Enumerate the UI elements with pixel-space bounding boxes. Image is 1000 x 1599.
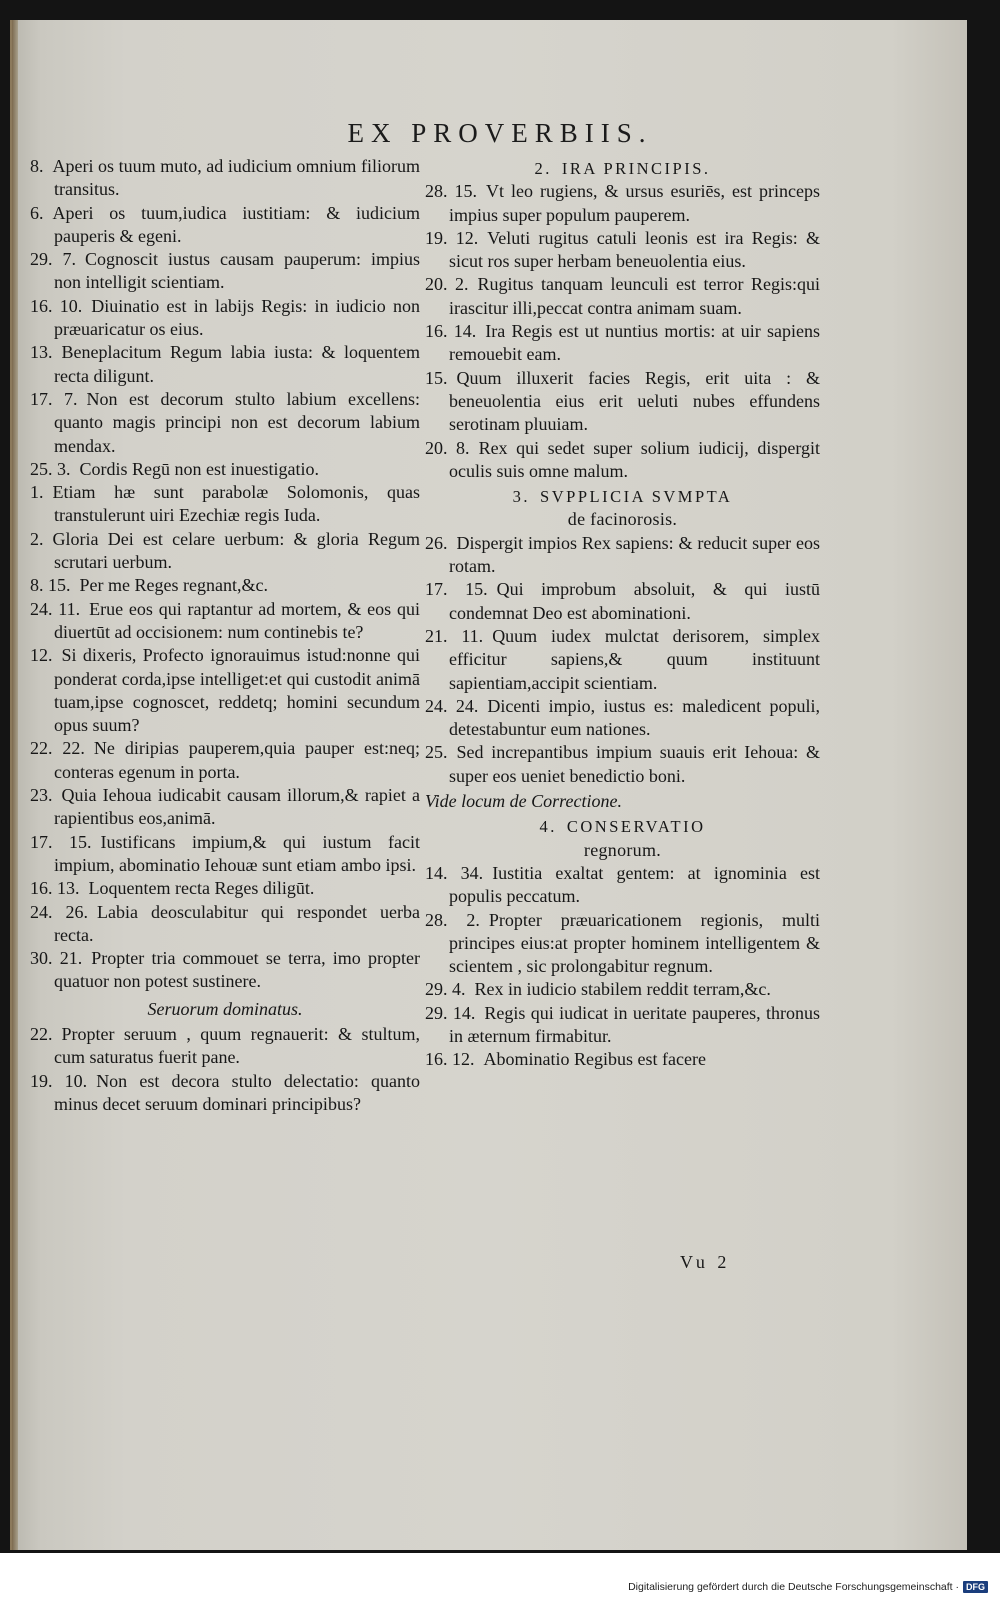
credit-text: Digitalisierung gefördert durch die Deutsche Forschungsgemeinschaft · [628,1581,959,1593]
proverb-text: Veluti rugitus catuli leonis est ira Regis: & sicut ros super herbam beneuolentia eius. [449,227,820,272]
verse-reference: 16. 13. [30,878,89,899]
verse-reference: 20. 2. [425,274,478,295]
proverb-text: Abominatio Regibus est facere [483,1049,706,1070]
proverb-text: Cognoscit iustus causam pauperum: impius non intelligit scientiam. [54,249,420,293]
section-subtitle: de facinorosis. [567,509,678,530]
left-column [30,155,420,1116]
verse-reference: 17. 15. [425,579,497,600]
proverb-entry [30,202,420,249]
proverb-entry [30,901,420,948]
proverb-text: Regis qui iudicat in ueritate pauperes, thronus in æternum firmabitur. [449,1002,821,1046]
section-heading [425,485,820,532]
proverb-text: Gloria Dei est celare uerbum: & gloria Regum scrutari uerbum. [52,528,420,573]
verse-reference: 29. 14. [425,1002,485,1023]
dfg-logo: DFG [963,1581,988,1593]
verse-reference: 21. 11. [425,625,493,646]
proverb-text: Vt leo rugiens, & ursus esuriēs, est princeps impius super populum pauperem. [449,181,820,225]
proverb-entry [30,295,420,342]
proverb-text: Diuinatio est in labijs Regis: in iudicio non præuaricatur os eius. [54,295,421,340]
verse-reference: 29. 7. [30,249,86,270]
running-head: EX PROVERBIIS. [347,118,653,148]
right-column [425,155,820,1072]
proverb-entry [30,481,420,528]
verse-reference: 15. [425,367,457,388]
proverb-text: Iustificans impium,& qui iustum facit impium, abominatio Iehouæ sunt etiam ambo ipsi. [54,831,421,875]
proverb-entry [30,1023,420,1070]
proverb-text: Quum iudex mulctat derisorem, simplex efficitur sapiens,& quum instituunt sapientiam,accipit scientiam. [449,625,820,693]
verse-reference: 12. [30,645,62,666]
proverb-text: Ira Regis est ut nuntius mortis: at uir sapiens remouebit eam. [449,321,820,365]
proverb-entry [425,320,820,367]
verse-reference: 8. 15. [30,575,80,596]
verse-reference: 19. 12. [425,227,488,248]
proverb-entry [425,367,820,437]
verse-reference: 16. 14. [425,321,486,342]
proverb-entry [30,644,420,737]
proverb-entry [425,1048,820,1071]
section-number: 3. [512,487,531,507]
verse-reference: 24. 24. [425,695,488,716]
proverb-text: Ne diripias pauperem,quia pauper est:neq; conteras egenum in porta. [54,738,420,782]
verse-reference: 24. 11. [30,598,90,619]
verse-reference: 22. [30,1023,62,1044]
verse-reference: 17. 7. [30,388,87,409]
footer-strip [0,1553,1000,1599]
verse-reference: 25. 3. [30,458,80,479]
proverb-entry [30,737,420,784]
verse-reference: 22. 22. [30,738,94,759]
proverb-entry [425,909,820,979]
proverb-entry [30,155,420,202]
proverb-entry [425,578,820,625]
proverb-entry [30,598,420,645]
section-title: SVPPLICIA SVMPTA [540,487,733,507]
proverb-entry [30,784,420,831]
proverb-entry [425,227,820,274]
proverb-text: Etiam hæ sunt parabolæ Solomonis, quas transtulerunt uiri Ezechiæ regis Iuda. [52,482,420,526]
subsection-heading: Seruorum dominatus. [147,998,303,1019]
cross-reference-note: Vide locum de Correctione. [425,791,622,812]
proverb-text: Quia Iehoua iudicabit causam illorum,& rapiet a rapientibus eos,animā. [54,785,420,829]
proverb-entry [30,574,420,597]
proverb-text: Dispergit impios Rex sapiens: & reducit super eos rotam. [449,532,820,577]
section-heading [425,815,820,862]
signature-mark: Vu 2 [680,1252,731,1272]
verse-reference: 19. 10. [30,1070,97,1091]
proverb-text: Non est decorum stulto labium excellens: quanto magis principi non est decorum labium mendax. [54,388,421,456]
verse-reference: 16. 12. [425,1049,484,1070]
proverb-entry [425,273,820,320]
proverb-text: Aperi os tuum,iudica iustitiam: & iudicium pauperis & egeni. [52,202,420,246]
proverb-entry [30,831,420,878]
verse-reference: 24. 26. [30,901,98,922]
proverb-entry [425,1002,820,1049]
proverb-text: Cordis Regū non est inuestigatio. [79,458,319,479]
proverb-text: Sed increpantibus impium suauis erit Iehoua: & super eos ueniet benedictio boni. [449,742,820,786]
proverb-text: Dicenti impio, iustus es: maledicent populi, detestabuntur eum nationes. [449,695,821,740]
proverb-entry [30,947,420,994]
proverb-entry [30,248,420,295]
proverb-entry [425,180,820,227]
verse-reference: 29. 4. [425,979,475,1000]
proverb-text: Qui improbum absoluit, & qui iustū condemnat Deo est abominationi. [449,579,821,623]
proverb-entry [30,528,420,575]
proverb-entry [30,1070,420,1117]
proverb-entry [425,532,820,579]
proverb-entry [30,877,420,900]
proverb-entry [425,625,820,695]
verse-reference: 30. 21. [30,948,92,969]
proverb-entry [30,458,420,481]
proverb-text: Per me Reges regnant,&c. [79,575,268,596]
section-number: 2. [534,159,552,178]
verse-reference: 8. [30,156,53,176]
proverb-text: Rugitus tanquam leunculi est terror Regis:qui irascitur illi,peccat contra animam suam. [449,274,820,318]
verse-reference: 17. 15. [30,831,101,852]
verse-reference: 13. [30,342,62,363]
verse-reference: 28. 2. [425,909,489,930]
proverb-text: Erue eos qui raptantur ad mortem, & eos qui diuertūt ad occisionem: num continebis te? [54,598,420,642]
proverb-text: Quum illuxerit facies Regis, erit uita : & beneuolentia eius erit ueluti nubes effundens serotinam pluuiam. [449,367,820,435]
proverb-text: Propter tria commouet se terra, imo propter quatuor non potest sustinere. [54,948,420,992]
proverb-text: Rex qui sedet super solium iudicij, dispergit oculis suis omne malum. [449,437,821,481]
proverb-entry [425,437,820,484]
verse-reference: 25. [425,742,457,763]
digitization-credit [628,1581,988,1593]
proverb-entry [425,741,820,788]
proverb-text: Labia deosculabitur qui respondet uerba recta. [54,901,421,945]
verse-reference: 28. 15. [425,181,487,202]
verse-reference: 2. [30,528,53,549]
proverb-text: Si dixeris, Profecto ignorauimus istud:nonne qui ponderat corda,ipse intelliget:et qui custodit animā tuam,ipse cognoscet, reddetq; homini secundum opus suum? [54,645,420,736]
proverb-entry [425,978,820,1001]
page-binding-edge [12,20,18,1550]
verse-reference: 16. 10. [30,295,92,316]
verse-reference: 23. [30,785,62,806]
section-subtitle: regnorum. [583,839,662,860]
proverb-text: Aperi os tuum muto, ad iudicium omnium filiorum transitus. [52,156,420,200]
proverb-entry [30,388,420,458]
verse-reference: 6. [30,202,53,223]
proverb-text: Iustitia exaltat gentem: at ignominia est populis peccatum. [449,862,820,907]
verse-reference: 20. 8. [425,437,479,458]
section-heading [425,157,820,180]
proverb-text: Propter seruum , quum regnauerit: & stultum, cum saturatus fuerit pane. [54,1023,420,1068]
proverb-entry [30,341,420,388]
verse-reference: 26. [425,532,457,553]
proverb-entry [425,695,820,742]
section-title: IRA PRINCIPIS. [561,159,711,178]
proverb-text: Non est decora stulto delectatio: quanto minus decet seruum dominari principibus? [54,1070,421,1114]
verse-reference: 1. [30,482,53,503]
proverb-text: Propter præuaricationem regionis, multi principes eius:at propter hominem intelligentem & scientem , sic prolongabitur regnum. [449,909,820,977]
verse-reference: 14. 34. [425,862,493,883]
proverb-entry [425,862,820,909]
proverb-text: Rex in iudicio stabilem reddit terram,&c. [474,979,771,1000]
proverb-text: Loquentem recta Reges diligūt. [88,878,315,899]
section-title: CONSERVATIO [566,817,706,837]
section-number: 4. [539,817,557,837]
proverb-text: Beneplacitum Regum labia iusta: & loquentem recta diligunt. [54,342,420,386]
